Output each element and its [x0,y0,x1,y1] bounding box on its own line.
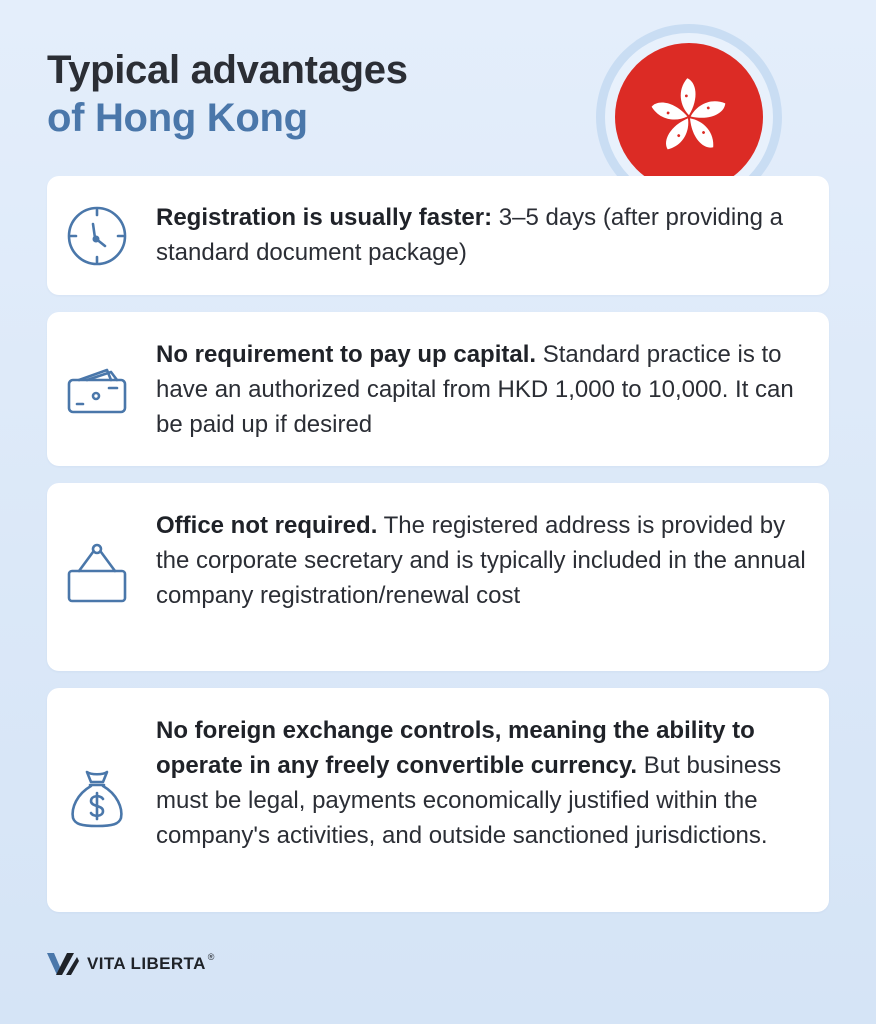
page-title [47,46,408,142]
advantage-text [156,508,809,613]
sign-board-icon [65,541,129,605]
brand-logo [47,950,214,978]
advantage-detail: The registered address is provided by the corporate secretary and is typically included in the annual company registration/renewal cost [156,512,806,609]
advantage-bold: No foreign exchange controls, meaning the ability to operate in any freely convertible currency. [156,717,755,779]
hong-kong-flag [596,24,782,176]
advantage-detail: Standard practice is to have an authorized capital from HKD 1,000 to 10,000. It can be paid up if desired [156,341,794,438]
title-line-2: of Hong Kong [47,96,308,140]
advantage-bold: Office not required. [156,512,378,539]
vita-liberta-logo-icon [47,951,79,977]
brand-name: VITA LIBERTA [87,954,206,973]
advantage-card-currency [47,688,829,912]
wallet-icon [65,360,129,424]
registered-mark: ® [207,952,215,962]
clock-icon [65,204,129,268]
advantage-detail: But business must be legal, payments economically justified within the company's activities, and outside sanctioned jurisdictions. [156,752,782,849]
title-line-1: Typical advantages [47,48,408,92]
advantage-card-registration [47,176,829,295]
advantage-bold: Registration is usually faster: [156,204,493,231]
money-bag-icon [65,766,129,830]
advantage-text [156,713,809,853]
advantage-bold: No requirement to pay up capital. [156,341,537,368]
advantage-text [156,200,809,270]
advantage-detail: 3–5 days (after providing a standard document package) [156,204,783,266]
advantage-text [156,337,809,442]
advantage-card-office [47,483,829,671]
advantage-card-capital [47,312,829,466]
